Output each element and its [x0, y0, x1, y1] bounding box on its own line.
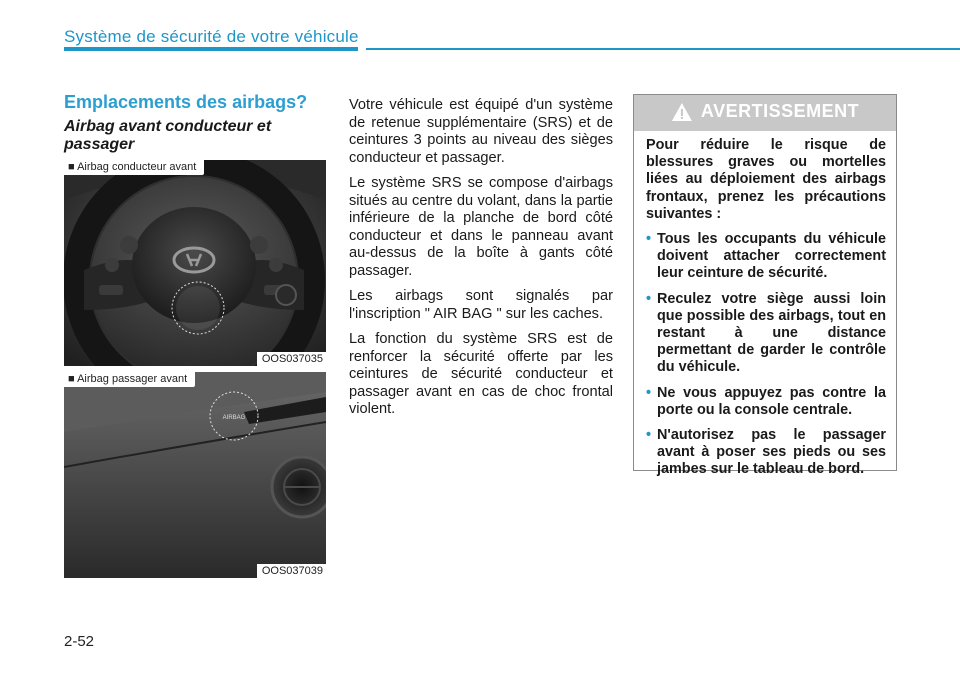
steering-wheel-illustration [64, 160, 326, 366]
page-number: 2-52 [64, 633, 95, 650]
figure-code: OOS037035 [257, 352, 326, 366]
warning-item [646, 231, 886, 283]
warning-title: AVERTISSEMENT [700, 101, 860, 121]
warning-item-text: N'autorisez pas le passager avant à poser ses pieds ou ses jambes sur le tableau de bord. [657, 427, 886, 478]
body-paragraph: La fonction du système SRS est de renforcer la sécurité offerte par les ceintures de sécurité conducteur et passager avant en cas de choc frontal violent. [349, 331, 613, 417]
body-paragraph: Le système SRS se compose d'airbags situés au centre du volant, dans la partie inférieure de la planche de bord côté conducteur et dans le panneau avant au-dessus de la boîte à gants côté passager. [349, 175, 613, 279]
warning-item-text: Tous les occupants du véhicule doivent attacher correctement leur ceinture de sécurité. [657, 231, 886, 282]
warning-item [646, 291, 886, 377]
running-header-title: Système de sécurité de votre véhicule [64, 27, 359, 46]
header-rule-thick [64, 47, 358, 51]
warning-item [646, 427, 886, 479]
figure-caption: ■ Airbag conducteur avant [64, 160, 204, 175]
driver-airbag-photo [64, 160, 326, 366]
warning-header [634, 95, 896, 131]
bullet-icon: • [646, 427, 652, 444]
header-rule-thin [366, 48, 960, 50]
body-text [349, 97, 613, 427]
figure-caption: ■ Airbag passager avant [64, 372, 195, 387]
body-paragraph: Les airbags sont signalés par l'inscription " AIR BAG " sur les caches. [349, 288, 613, 322]
warning-intro: Pour réduire le risque de blessures graves ou mortelles liées au déploiement des airbags frontaux, prenez les précautions suivantes : [646, 137, 886, 222]
warning-body [646, 137, 886, 487]
subheading: Airbag avant conducteur et passager [64, 118, 272, 153]
section-heading: Emplacements des airbags? [64, 92, 308, 112]
warning-box [633, 94, 897, 478]
warning-triangle-icon [671, 102, 693, 122]
dashboard-illustration [64, 372, 326, 578]
figure-code: OOS037039 [257, 564, 326, 578]
airbag-badge-text: AIRBAG [222, 415, 246, 421]
warning-item [646, 385, 886, 419]
warning-list [646, 231, 886, 479]
passenger-airbag-photo [64, 372, 326, 578]
bullet-icon: • [646, 384, 652, 401]
warning-item-text: Ne vous appuyez pas contre la porte ou la console centrale. [657, 384, 886, 418]
body-paragraph: Votre véhicule est équipé d'un système de retenue supplémentaire (SRS) et de ceintures 3 points au niveau des sièges conducteur et passager. [349, 97, 613, 166]
bullet-icon: • [646, 231, 652, 248]
bullet-icon: • [646, 290, 652, 307]
warning-item-text: Reculez votre siège aussi loin que possible des airbags, tout en restant à une distance permettant de garder le contrôle du véhicule. [657, 290, 886, 376]
